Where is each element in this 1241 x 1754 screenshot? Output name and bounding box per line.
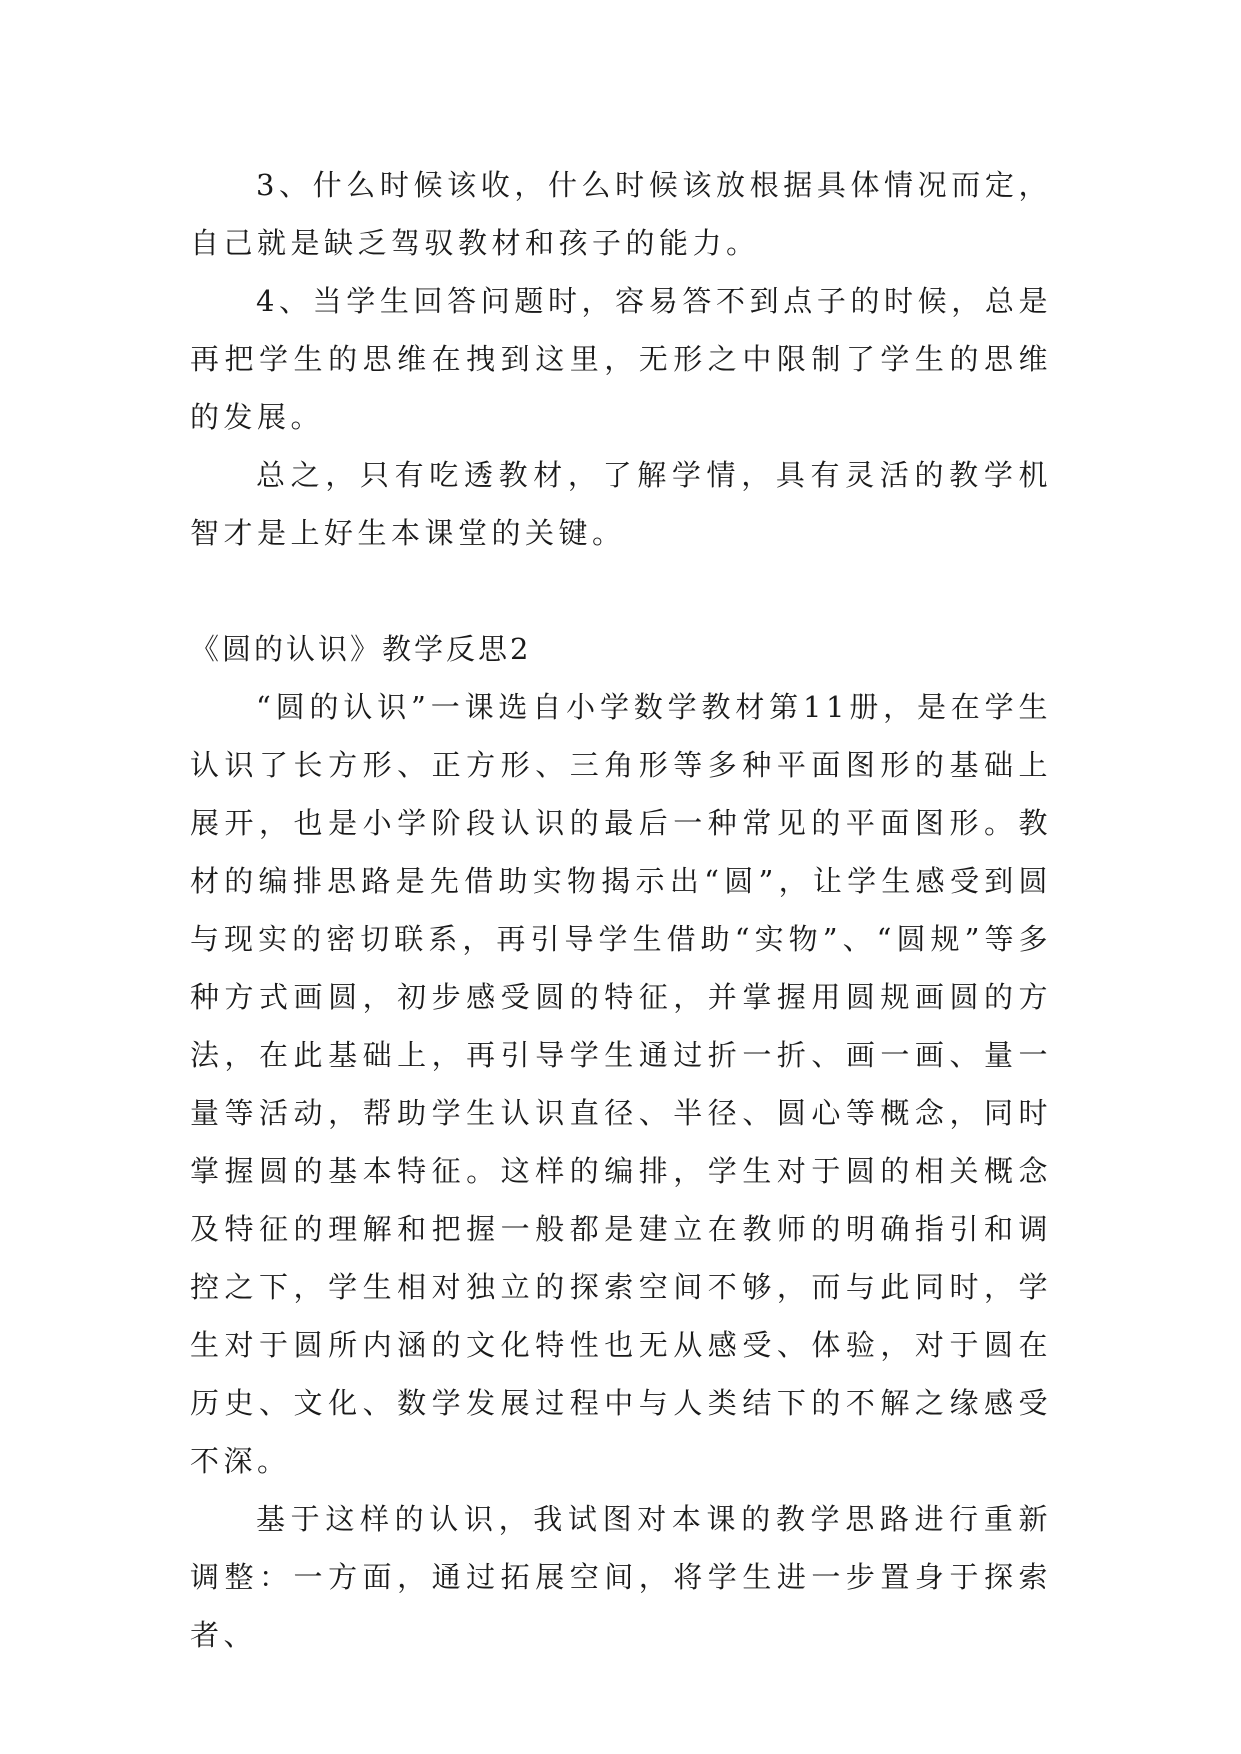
section-title: 《圆的认识》教学反思2: [190, 632, 532, 666]
paragraph-point-3: 3、什么时候该收，什么时候该放根据具体情况而定，自己就是缺乏驾驭教材和孩子的能力。: [190, 168, 1052, 260]
paragraph-summary: 总之，只有吃透教材，了解学情，具有灵活的教学机智才是上好生本课堂的关键。: [190, 458, 1052, 550]
paragraph-point-4: 4、当学生回答问题时，容易答不到点子的时候，总是再把学生的思维在拽到这里，无形之中限制了学生的思维的发展。: [190, 284, 1052, 434]
paragraph-adjustment: 基于这样的认识，我试图对本课的教学思路进行重新调整：一方面，通过拓展空间，将学生进一步置身于探索者、: [190, 1502, 1052, 1652]
document-body: [190, 156, 1052, 1664]
paragraph-intro: “圆的认识”一课选自小学数学教材第11册，是在学生认识了长方形、正方形、三角形等多种平面图形的基础上展开，也是小学阶段认识的最后一种常见的平面图形。教材的编排思路是先借助实物揭示出“圆”，让学生感受到圆与现实的密切联系，再引导学生借助“实物”、“圆规”等多种方式画圆，初步感受圆的特征，并掌握用圆规画圆的方法，在此基础上，再引导学生通过折一折、画一画、量一量等活动，帮助学生认识直径、半径、圆心等概念，同时掌握圆的基本特征。这样的编排，学生对于圆的相关概念及特征的理解和把握一般都是建立在教师的明确指引和调控之下，学生相对独立的探索空间不够，而与此同时，学生对于圆所内涵的文化特性也无从感受、体验，对于圆在历史、文化、数学发展过程中与人类结下的不解之缘感受不深。: [190, 690, 1052, 1478]
